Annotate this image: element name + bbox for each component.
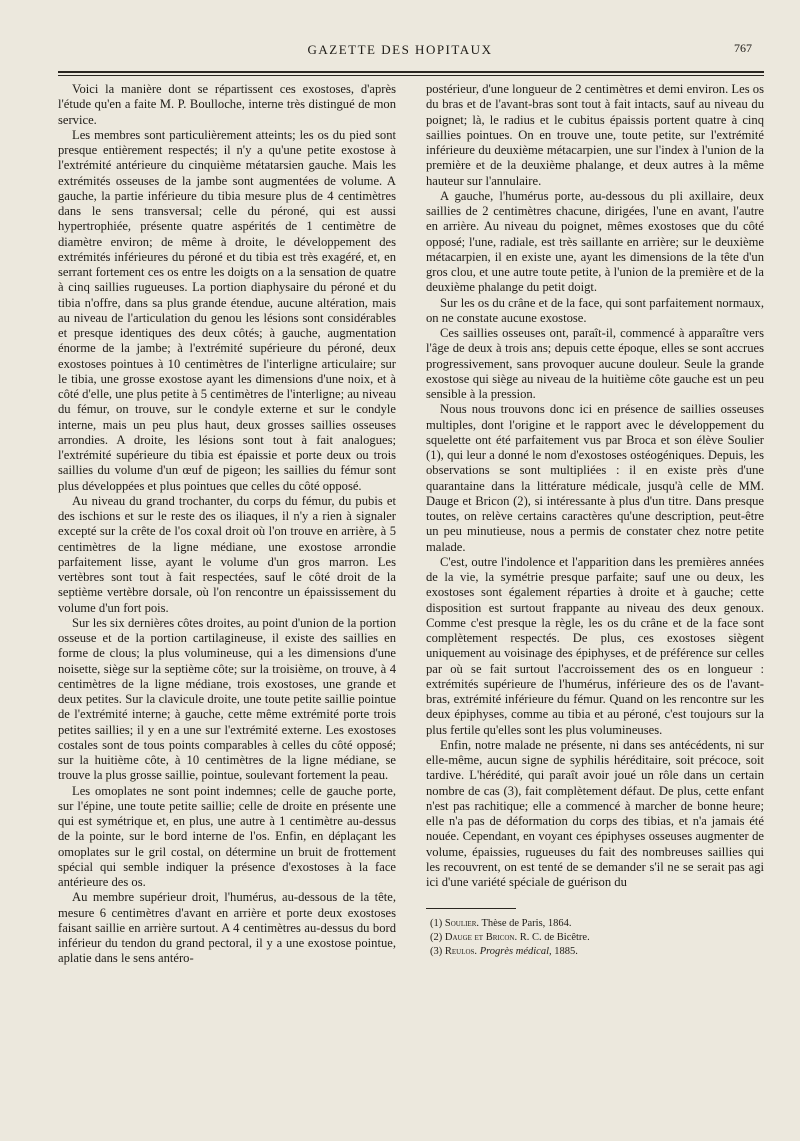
- paragraph: Au membre supérieur droit, l'humérus, au-dessous de la tête, mesure 6 centimètres d'avant en arrière et porte deux exostoses faisant saillie en arrière surtout. A 4 centimètres au-dessus du bord inférieur du tendon du grand pectoral, il y a une exostose pointue, aplatie dans le sens antéro-: [58, 890, 396, 966]
- footnote: [430, 917, 764, 931]
- paragraph: A gauche, l'humérus porte, au-dessous du pli axillaire, deux saillies de 2 centimètres chacune, dirigées, l'une en avant, l'autre en arrière. Au niveau du poignet, mêmes exostoses que du côté opposé; l'une, radiale, est très saillante en arrière; sur le deuxième métacarpien, il en existe une, ayant les dimensions de la tête d'un gros clou, et une autre toute petite, à l'union de la première et de la deuxième phalange du petit doigt.: [426, 188, 764, 295]
- footnote-author: Soulier.: [444, 918, 480, 930]
- footnote-text: 1885.: [551, 946, 578, 958]
- left-column: [58, 82, 396, 967]
- footnote-author: Reulos.: [444, 946, 478, 958]
- footnote-rule: [426, 908, 516, 909]
- header-rule: [58, 71, 764, 73]
- paragraph: C'est, outre l'indolence et l'apparition dans les premières années de la vie, la symétrie presque parfaite; sauf une ou deux, les exostoses sont également réparties à droite et à gauche; cette disposition est surtout frappante au niveau des deux genoux. Comme c'est presque la règle, les os du crâne et de la face sont complètement respectés. De plus, ces exostoses siègent uniquement au voisinage des épiphyses, et de préférence sur celles par où se fait surtout l'accroissement des os en longueur : extrémités supérieure de l'humérus, inférieure des os de l'avant-bras, extrémité inférieure du fémur. Quand on les rencontre sur les deux épiphyses, comme au tibia et au péroné, c'est toujours sur la plus fertile qu'elles sont les plus volumineuses.: [426, 554, 764, 737]
- paragraph: Sur les os du crâne et de la face, qui sont parfaitement normaux, on ne constate aucune exostose.: [426, 295, 764, 325]
- footnote-author: Dauge et Bricon.: [444, 932, 518, 944]
- footnote-journal: Progrès médical,: [479, 946, 552, 958]
- footnote: [430, 945, 764, 959]
- footnote-text: Thèse de Paris, 1864.: [479, 918, 572, 930]
- paragraph: Les membres sont particulièrement atteints; les os du pied sont presque entièrement respectés; il n'y a qu'une petite exostose à l'extrémité antérieure du cinquième métatarsien gauche. Mais les extrémités osseuses de la jambe sont augmentées de volume. A gauche, la partie inférieure du tibia mesure plus de 4 centimètres dans le sens transversal; celle du péroné, qui est aussi hypertrophiée, présente quatre aspérités de 1 centimètre de diamètre environ; de même à droite, le développement des extrémités inférieures du péroné et du tibia est très exagéré, et, en serrant fortement ces os entre les doigts on a la sensation de quatre à cinq saillies rugueuses. La portion diaphysaire du péroné et du tibia n'offre, dans sa plus grande étendue, aucune altération, mais au niveau de l'articulation du genou les lésions sont considérables et presque identiques des deux côtés; à gauche, augmentation énorme de la jambe; à l'extrémité supérieure du péroné, deux exostoses pointues à 10 centimètres de l'interligne articulaire; sur le tibia, une grosse exostose ayant les dimensions d'une noix, et à côté d'elle, une plus petite à 5 centimètres de l'interligne; au niveau du fémur, on trouve, sur le condyle externe et sur le condyle interne, mais un peu plus haut, deux grosses saillies osseuses arrondies. A droite, les lésions sont tout à fait analogues; l'extrémité supérieure du tibia est épaissie et porte deux ou trois saillies du volume d'un œuf de pigeon; les saillies du fémur sont plus développées et plus pointues que celles du côté opposé.: [58, 127, 396, 493]
- journal-title: GAZETTE DES HOPITAUX: [307, 42, 493, 57]
- footnote-number: (1): [430, 918, 443, 930]
- footnote-number: (2): [430, 932, 443, 944]
- paragraph: Enfin, notre malade ne présente, ni dans ses antécédents, ni sur elle-même, aucun signe de syphilis héréditaire, soit précoce, soit tardive. L'hérédité, qui paraît avoir joué un rôle dans un certain nombre de cas (3), fait complètement défaut. De plus, cette enfant n'est pas rachitique; elle a commencé à marcher de bonne heure; elle n'a pas de déformation du corps des tibias, et n'a jamais été nouée. Cependant, en voyant ces épiphyses osseuses augmenter de volume, épaissies, rugueuses du fait des nombreuses saillies qui les recouvrent, on est tenté de se demander s'il ne se serait pas agi ici d'une variété spéciale de guérison du: [426, 737, 764, 889]
- footnote-number: (3): [430, 946, 443, 958]
- paragraph: Ces saillies osseuses ont, paraît-il, commencé à apparaître vers l'âge de deux à trois ans; depuis cette époque, elles se sont accrues progressivement, sans provoquer aucune douleur. Seule la grande exostose qui siège au niveau de la huitième côte gauche est un peu sensible à la pression.: [426, 326, 764, 401]
- paragraph: Les omoplates ne sont point indemnes; celle de gauche porte, sur l'épine, une toute petite saillie; celle de droite en présente une qui est symétrique et, en plus, une autre à 1 centimètre au-dessus de la pointe, sur le bord interne de l'os. Enfin, en déplaçant les omoplates sur le gril costal, on détermine un bruit de frottement spécial qui semble indiquer la présence d'exostoses à la face antérieure des os.: [58, 783, 396, 889]
- page-number: 767: [734, 41, 752, 55]
- footnote: [430, 931, 764, 945]
- paragraph: Au niveau du grand trochanter, du corps du fémur, du pubis et des ischions et sur le reste des os iliaques, il n'y a rien à signaler excepté sur la crête de l'os coxal droit où l'on trouve en arrière, à 5 centimètres de la ligne médiane, une exostose arrondie parfaitement lisse, ayant le volume d'un gros marron. Les vertèbres sont tout à fait respectées, sauf le côté droit de la septième vertèbre dorsale, où l'on rencontre un épaississement du volume d'un fort pois.: [58, 493, 396, 615]
- right-column: [426, 82, 764, 959]
- paragraph: postérieur, d'une longueur de 2 centimètres et demi environ. Les os du bras et de l'avant-bras sont tout à fait intacts, sauf au niveau du poignet; là, le radius et le cubitus épaissis portent quatre à cinq saillies pointues. On en trouve une, toute petite, sur l'extrémité inférieure du deuxième métacarpien, une sur l'index à l'union de la première et de la deuxième phalange, et deux autres à la même hauteur sur l'annulaire.: [426, 82, 764, 188]
- footnote-text: R. C. de Bicêtre.: [517, 932, 590, 944]
- footnotes: [426, 917, 764, 959]
- paragraph: Voici la manière dont se répartissent ces exostoses, d'après l'étude qu'en a faite M. P. Boulloche, interne très distingué de mon service.: [58, 82, 396, 127]
- paragraph: Sur les six dernières côtes droites, au point d'union de la portion osseuse et de la portion cartilagineuse, il existe des saillies en forme de clous; la plus volumineuse, qui a les dimensions d'une noisette, siège sur la septième côte; sur la troisième, on trouve, à 4 centimètres de la ligne médiane, trois exostoses, une grande et deux petites. Sur la clavicule droite, une toute petite saillie pointue de l'extrémité interne; à gauche, cette même extrémité porte trois petites saillies; il y en a une sur l'extrémité externe. Les exostoses costales sont de tous points comparables à celles du côté opposé; sur la huitième côte, à 10 centimètres de la ligne médiane, se trouve la plus grosse saillie, pointue, soulevant fortement la peau.: [58, 615, 396, 783]
- header-rule-thin: [58, 75, 764, 76]
- paragraph: Nous nous trouvons donc ici en présence de saillies osseuses multiples, dont l'origine et le rapport avec le développement du squelette ont été parfaitement vus par Broca et son élève Soulier (1), qui leur a donné le nom d'exostoses ostéogéniques. Depuis, les observations se sont multipliées : il en existe près d'une quarantaine dans la littérature médicale, jusqu'à celle de MM. Dauge et Bricon (2), si intéressante à plus d'un titre. Dans presque toutes, on relève certains caractères qu'une description, peut-être un peu minutieuse, nous a permis de constater chez notre petite malade.: [426, 402, 764, 554]
